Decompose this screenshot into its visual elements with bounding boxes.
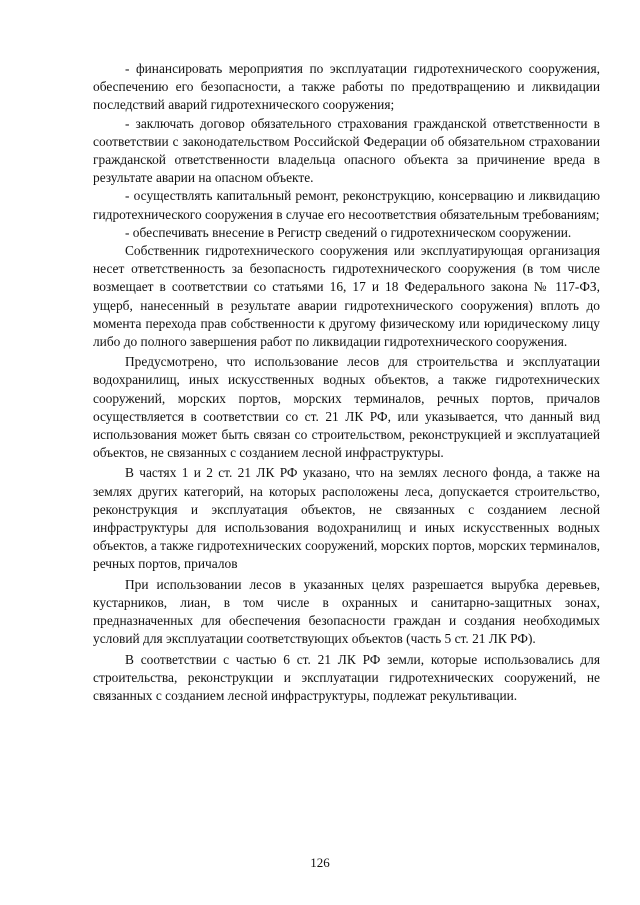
page-number: 126 <box>310 855 330 870</box>
paragraph-reclamation: В соответствии с частью 6 ст. 21 ЛК РФ земли, которые использовались для строительства, реконструкции и эксплуатации гидротехнических сооружений, не связанных с созданием лесной инфраструктуры, подлежат рекультивации. <box>93 651 600 703</box>
list-item-register: - обеспечивать внесение в Регистр сведений о гидротехническом сооружении. <box>125 224 572 240</box>
list-item-repair: - осуществлять капитальный ремонт, реконструкцию, консервацию и ликвидацию гидротехнического сооружения в случае его несоответствия обязательным требованиям; <box>93 188 600 222</box>
paragraph-article-21: В частях 1 и 2 ст. 21 ЛК РФ указано, что на землях лесного фонда, а также на землях других категорий, на которых расположены леса, допускается строительство, реконструкция и эксплуатация объектов, не связанных с созданием лесной инфраструктуры для использования водохранилищ и иных искусственных водных объектов, а также гидротехнических сооружений, морских портов, морских терминалов, речных портов, причалов <box>93 465 600 572</box>
paragraph-forest-use: Предусмотрено, что использование лесов для строительства и эксплуатации водохранилищ, иных искусственных водных объектов, а также гидротехнических сооружений, морских портов, морских терминалов, речных портов, причалов осуществляется в соответствии со ст. 21 ЛК РФ, или указывается, что данный вид использования может быть связан со строительством, реконструкцией и эксплуатацией объектов, не связанных с созданием лесной инфраструктуры. <box>93 354 600 461</box>
list-item-finance: - финансировать мероприятия по эксплуатации гидротехнического сооружения, обеспечению его безопасности, а также работы по предотвращению и ликвидации последствий аварий гидротехнического сооружения; <box>93 61 600 113</box>
paragraph-logging: При использовании лесов в указанных целях разрешается вырубка деревьев, кустарников, лиан, в том числе в охранных и санитарно-защитных зонах, предназначенных для обеспечения безопасности граждан и создания необходимых условий для эксплуатации соответствующих объектов (часть 5 ст. 21 ЛК РФ). <box>93 576 600 647</box>
paragraph-owner-responsibility: Собственник гидротехнического сооружения или эксплуатирующая организация несет ответственность за безопасность гидротехнического сооружения (в том числе возмещает в соответствии со статьями 16, 17 и 18 Федерального закона № 117-ФЗ, ущерб, нанесенный в результате аварии гидротехнического сооружения) вплоть до момента перехода прав собственности к другому физическому или юридическому лицу либо до полного завершения работ по ликвидации гидротехнического сооружения. <box>93 243 600 350</box>
list-item-insurance: - заключать договор обязательного страхования гражданской ответственности в соответствии с законодательством Российской Федерации об обязательном страховании гражданской ответственности владельца опасного объекта за причинение вреда в результате аварии на опасном объекте. <box>93 115 600 186</box>
